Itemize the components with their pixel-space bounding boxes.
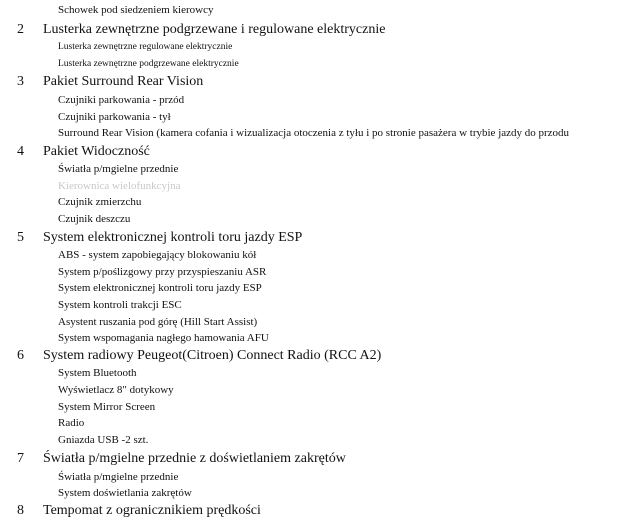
section-number: 5 [17,230,24,245]
section-title: System radiowy Peugeot(Citroen) Connect Radio (RCC A2) [43,348,382,363]
section-title: Pakiet Surround Rear Vision [43,74,204,89]
section-title: Tempomat z ogranicznikiem prędkości [43,503,261,518]
section-title: Światła p/mgielne przednie z doświetlaniem zakrętów [43,451,346,466]
section-number: 4 [17,144,24,159]
section-number: 7 [17,451,24,466]
section-number: 8 [17,503,24,518]
section-title: Pakiet Widoczność [43,144,150,159]
section-title: System elektronicznej kontroli toru jazdy ESP [43,230,303,245]
section-title: Lusterka zewnętrzne podgrzewane i regulowane elektrycznie [43,22,386,37]
section-number: 6 [17,348,24,363]
section-number: 2 [17,22,24,37]
section-number: 3 [17,74,24,89]
equipment-list: Schowek pod siedzeniem kierowcy 2 Lusterka zewnętrzne podgrzewane i regulowane elektrycznie Lusterka zewnętrzne regulowane elektrycznie Lusterka zewnętrzne podgrzewane elektrycznie 3 Pakiet Surround Rear Vision Czujniki parkowania - przód Czujniki parkowania - tył Surround Rear Vision (kamera cofania i wizualizacja otoczenia z tyłu i po stronie pasażera w trybie jazdy do przodu 4 Pakiet Widoczność Światła p/mgielne przednie Kierownica wielofunkcyjna Czujnik zmierzchu Czujnik deszczu 5 System elektronicznej kontroli toru jazdy ESP ABS - system zapobiegający blokowaniu kół System p/poślizgowy przy przyspieszaniu ASR System elektronicznej kontroli toru jazdy ESP System kontroli trakcji ESC Asystent ruszania pod górę (Hill Start Assist) System wspomagania nagłego hamowania AFU 6 System radiowy Peugeot(Citroen) Connect Radio (RCC A2) System Bluetooth Wyświetlacz 8" dotykowy System Mirror Screen Radio Gniazda USB -2 szt. 7 Światła p/mgielne przednie z doświetlaniem zakrętów Światła p/mgielne przednie System doświetlania zakrętów 8 Tempomat z ogranicznikiem prędkości [17,4,570,518]
